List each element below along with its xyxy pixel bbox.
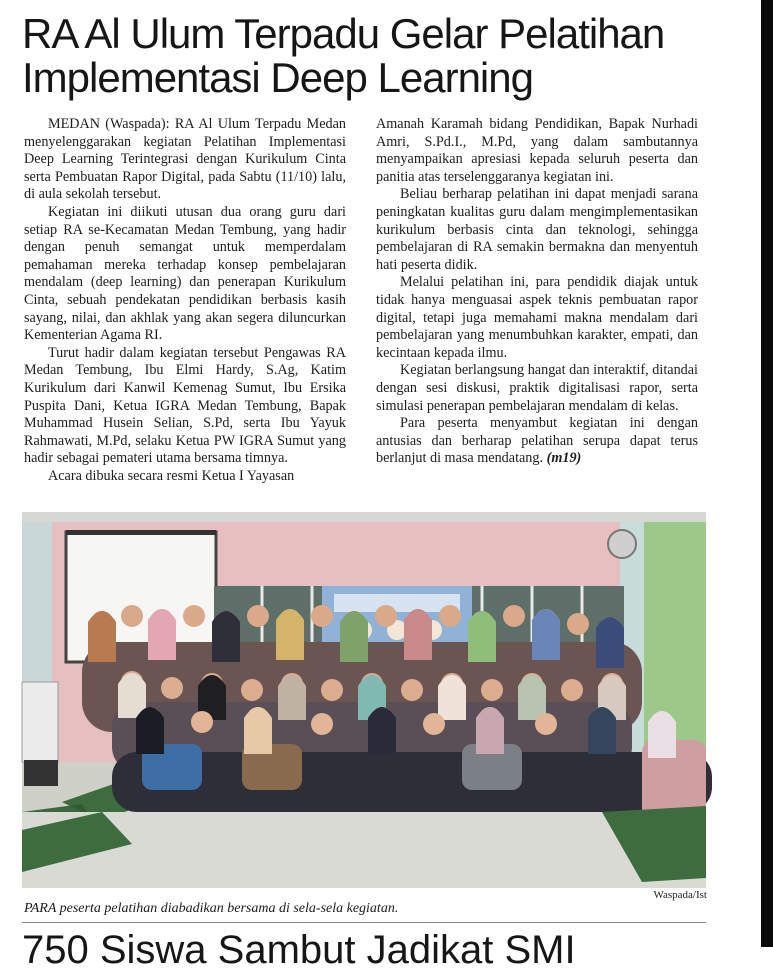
author-byline: (m19) [546,450,582,467]
group-photo [22,512,706,888]
article-column-right [376,116,698,468]
paragraph: Kegiatan berlangsung hangat dan interaktif, ditandai dengan sesi diskusi, praktik digitalisasi rapor, serta simulasi penerapan pembelajaran mendalam di kelas. [376,362,698,414]
article-headline [22,12,752,100]
paragraph: MEDAN (Waspada): RA Al Ulum Terpadu Medan menyelenggarakan kegiatan Pelatihan Implementasi Deep Learning Terintegrasi dengan Kurikulum Cinta serta Pembuatan Rapor Digital, pada Sabtu (11/10) lalu, di aula sekolah tersebut. [24,116,346,203]
headline-line-1: RA Al Ulum Terpadu Gelar Pelatihan [22,10,665,57]
paragraph-text: Para peserta menyambut kegiatan ini dengan antusias dan berharap pelatihan serupa dapat terus berlanjut di masa mendatang. [376,415,698,467]
paragraph: Kegiatan ini diikuti utusan dua orang guru dari setiap RA se-Kecamatan Medan Tembung, yang hadir dengan penuh semangat untuk memperdalam pemahaman mereka terhadap konsep pembelajaran mendalam (deep learning) dan penerapan Kurikulum Cinta, sebuah pendekatan pendidikan berbasis kasih sayang, nilai, dan akhlak yang akan segera diluncurkan Kementerian Agama RI. [24,203,346,344]
paragraph: Melalui pelatihan ini, para pendidik diajak untuk tidak hanya menguasai aspek teknis pembuatan rapor digital, tetapi juga memahami makna mendalam dari pembelajaran yang menumbuhkan karakter, empati, dan kecintaan kepada ilmu. [376,274,698,361]
photo-caption: PARA peserta pelatihan diabadikan bersama di sela-sela kegiatan. [24,901,399,916]
paragraph: Beliau berharap pelatihan ini dapat menjadi sarana peningkatan kualitas guru dalam mengimplementasikan kurikulum berbasis cinta dan teknologi, sehingga pembelajaran di RA semakin bermakna dan menyentuh hati peserta didik. [376,186,698,273]
paragraph-last [376,415,698,468]
headline-line-2: Implementasi Deep Learning [22,54,533,101]
group-photo-illustration [22,512,706,888]
next-article-headline: 750 Siswa Sambut Jadikat SMI [22,928,576,972]
paragraph: Acara dibuka secara resmi Ketua I Yayasan [48,467,295,484]
paragraph: Amanah Karamah bidang Pendidikan, Bapak Nurhadi Amri, S.Pd.I., M.Pd, yang dalam sambutannya menyampaikan apresiasi kepada seluruh peserta dan panitia atas terselenggaranya kegiatan ini. [376,116,698,185]
page-edge-shadow [761,0,773,947]
article-column-left [24,116,346,485]
section-divider [22,922,706,923]
photo-credit: Waspada/Ist [653,889,707,901]
paragraph: Turut hadir dalam kegiatan tersebut Pengawas RA Medan Tembung, Ibu Elmi Hardy, S.Ag, Katim Kurikulum dari Kanwil Kemenag Sumut, Ibu Ersika Puspita Dani, Ketua IGRA Medan Tembung, Bapak Muhammad Husein Selian, S.Pd, serta Ibu Yayuk Rahmawati, M.Pd, selaku Ketua PW IGRA Sumut yang hadir sebagai pemateri utama bersama timnya. [24,344,346,467]
